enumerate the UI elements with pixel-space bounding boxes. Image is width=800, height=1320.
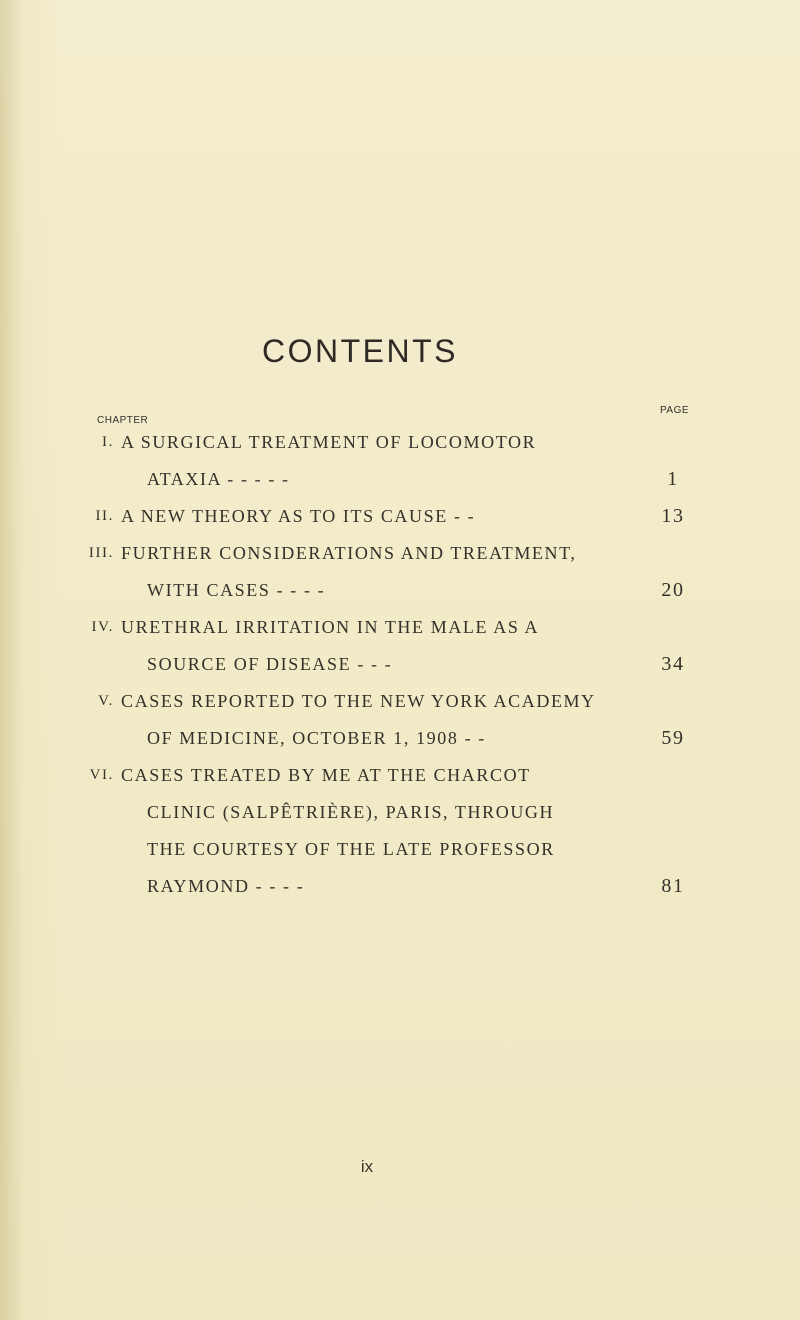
chapter-numeral: II. (95, 508, 114, 524)
page-title: CONTENTS (262, 333, 458, 369)
chapter-title-line: A SURGICAL TREATMENT OF LOCOMOTOR (121, 432, 537, 452)
chapter-title-line: A NEW THEORY AS TO ITS CAUSE - - (121, 506, 476, 526)
page-number: 59 (661, 727, 685, 749)
chapter-title-line: ATAXIA - - - - - (147, 469, 290, 489)
chapter-numeral: V. (98, 693, 114, 709)
chapter-title-line: CLINIC (SALPÊTRIÈRE), PARIS, THROUGH (147, 802, 555, 822)
chapter-title-line: FURTHER CONSIDERATIONS AND TREATMENT, (121, 543, 577, 563)
chapter-title-line: SOURCE OF DISEASE - - - (147, 654, 393, 674)
page-number: 1 (667, 468, 679, 490)
chapter-title-line: THE COURTESY OF THE LATE PROFESSOR (147, 839, 555, 859)
chapter-numeral: VI. (89, 767, 114, 783)
chapter-title-line: WITH CASES - - - - (147, 580, 326, 600)
chapter-column-label: CHAPTER (97, 415, 149, 426)
chapter-title-line: OF MEDICINE, OCTOBER 1, 1908 - - (147, 728, 486, 748)
page-column-label: PAGE (660, 405, 690, 416)
chapter-title-line: URETHRAL IRRITATION IN THE MALE AS A (121, 617, 540, 637)
page-number: 20 (661, 579, 685, 601)
chapter-title-line: CASES TREATED BY ME AT THE CHARCOT (121, 765, 531, 785)
page-number: 34 (661, 653, 685, 675)
folio-page-number: ix (360, 1157, 374, 1176)
page-number: 13 (661, 505, 685, 527)
chapter-numeral: III. (88, 545, 114, 561)
chapter-title-line: CASES REPORTED TO THE NEW YORK ACADEMY (121, 691, 596, 711)
chapter-numeral: IV. (91, 619, 114, 635)
chapter-title-line: RAYMOND - - - - (147, 876, 305, 896)
chapter-numeral: I. (102, 434, 114, 450)
page-number: 81 (661, 875, 685, 897)
